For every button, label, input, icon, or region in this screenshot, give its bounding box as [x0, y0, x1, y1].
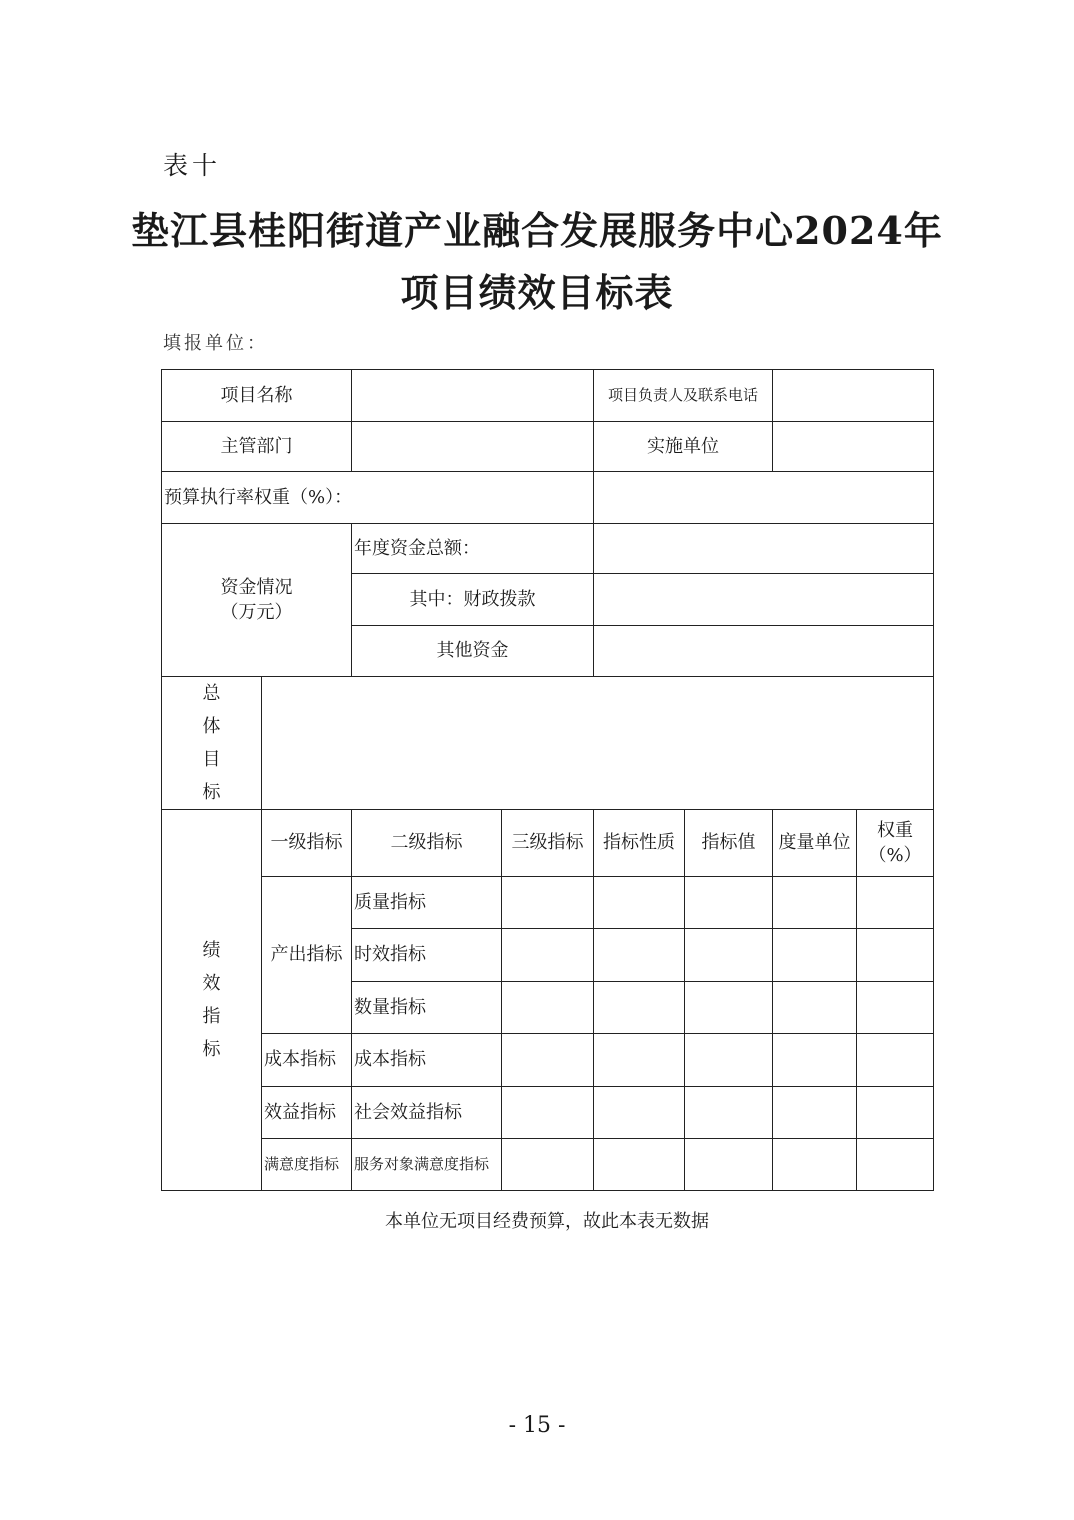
funds-label-line1: 资金情况 [220, 576, 293, 598]
satisfaction-metric-level2: 服务对象满意度指标 [352, 1139, 502, 1191]
header-weight-line1: 权重 [877, 819, 914, 841]
metrics-side-char: 指 [202, 1006, 221, 1027]
project-name-label: 项目名称 [162, 370, 352, 422]
cost-metric-level2: 成本指标 [352, 1034, 502, 1087]
contact-value[interactable] [773, 370, 934, 422]
header-level1: 一级指标 [262, 810, 352, 877]
table-cell[interactable] [594, 1087, 685, 1139]
table-cell[interactable] [857, 1139, 934, 1191]
other-funds-label: 其他资金 [352, 626, 594, 677]
quantity-metric-label: 数量指标 [352, 982, 502, 1034]
budget-weight-value[interactable] [594, 472, 934, 524]
table-cell[interactable] [773, 1087, 857, 1139]
table-cell[interactable] [685, 1087, 773, 1139]
table-cell[interactable] [594, 982, 685, 1034]
table-cell[interactable] [502, 1139, 594, 1191]
metrics-side-char: 绩 [202, 940, 221, 961]
table-cell[interactable] [502, 877, 594, 929]
benefit-metric-level1: 效益指标 [262, 1087, 352, 1139]
timeliness-metric-label: 时效指标 [352, 929, 502, 982]
dept-label: 主管部门 [162, 422, 352, 472]
funds-label-line2: （万元） [220, 602, 293, 623]
reporting-unit-label: 填报单位： [163, 333, 268, 354]
table-cell[interactable] [773, 1139, 857, 1191]
fiscal-value[interactable] [594, 574, 934, 626]
cost-metric-level1: 成本指标 [262, 1034, 352, 1087]
benefit-metric-level2: 社会效益指标 [352, 1087, 502, 1139]
satisfaction-metric-level1: 满意度指标 [262, 1139, 352, 1191]
table-cell[interactable] [857, 877, 934, 929]
quality-metric-label: 质量指标 [352, 877, 502, 929]
contact-label: 项目负责人及联系电话 [594, 370, 773, 422]
page-title-line1: 垫江县桂阳街道产业融合发展服务中心2024年 [131, 208, 943, 253]
header-weight [857, 810, 934, 877]
other-funds-value[interactable] [594, 626, 934, 677]
table-cell[interactable] [773, 929, 857, 982]
overall-goal-char: 总 [202, 683, 221, 704]
performance-target-table [161, 369, 934, 1191]
dept-value[interactable] [352, 422, 594, 472]
table-cell[interactable] [594, 877, 685, 929]
table-cell[interactable] [685, 1139, 773, 1191]
table-cell[interactable] [502, 1034, 594, 1087]
annual-total-label: 年度资金总额： [352, 524, 594, 574]
table-cell[interactable] [773, 877, 857, 929]
table-cell[interactable] [857, 982, 934, 1034]
overall-goal-char: 标 [202, 782, 221, 803]
table-cell[interactable] [685, 982, 773, 1034]
funds-label [162, 524, 352, 677]
annual-total-value[interactable] [594, 524, 934, 574]
table-cell[interactable] [773, 982, 857, 1034]
table-cell[interactable] [502, 929, 594, 982]
overall-goal-label [162, 677, 262, 810]
page-title-line2: 项目绩效目标表 [400, 270, 674, 315]
table-label: 表十 [163, 151, 222, 180]
table-cell[interactable] [857, 1034, 934, 1087]
header-weight-line2: （%） [868, 845, 922, 866]
page-number: - 15 - [508, 1413, 566, 1438]
overall-goal-char: 体 [202, 716, 221, 737]
metrics-side-char: 标 [202, 1039, 221, 1060]
table-cell[interactable] [594, 929, 685, 982]
table-cell[interactable] [685, 929, 773, 982]
table-cell[interactable] [773, 1034, 857, 1087]
metrics-side-char: 效 [202, 973, 221, 994]
project-name-value[interactable] [352, 370, 594, 422]
output-metric-label: 产出指标 [262, 877, 352, 1034]
table-cell[interactable] [685, 877, 773, 929]
table-cell[interactable] [857, 1087, 934, 1139]
overall-goal-value[interactable] [262, 677, 934, 810]
table-cell[interactable] [502, 982, 594, 1034]
impl-unit-value[interactable] [773, 422, 934, 472]
impl-unit-label: 实施单位 [594, 422, 773, 472]
header-unit: 度量单位 [773, 810, 857, 877]
table-cell[interactable] [594, 1139, 685, 1191]
header-value: 指标值 [685, 810, 773, 877]
fiscal-label: 其中：财政拨款 [352, 574, 594, 626]
no-data-note: 本单位无项目经费预算，故此本表无数据 [385, 1211, 709, 1232]
performance-metrics-label [162, 810, 262, 1191]
overall-goal-char: 目 [202, 749, 221, 770]
header-nature: 指标性质 [594, 810, 685, 877]
table-cell[interactable] [857, 929, 934, 982]
table-cell[interactable] [594, 1034, 685, 1087]
table-cell[interactable] [685, 1034, 773, 1087]
header-level2: 二级指标 [352, 810, 502, 877]
table-cell[interactable] [502, 1087, 594, 1139]
budget-weight-label: 预算执行率权重（%）： [162, 472, 594, 524]
header-level3: 三级指标 [502, 810, 594, 877]
